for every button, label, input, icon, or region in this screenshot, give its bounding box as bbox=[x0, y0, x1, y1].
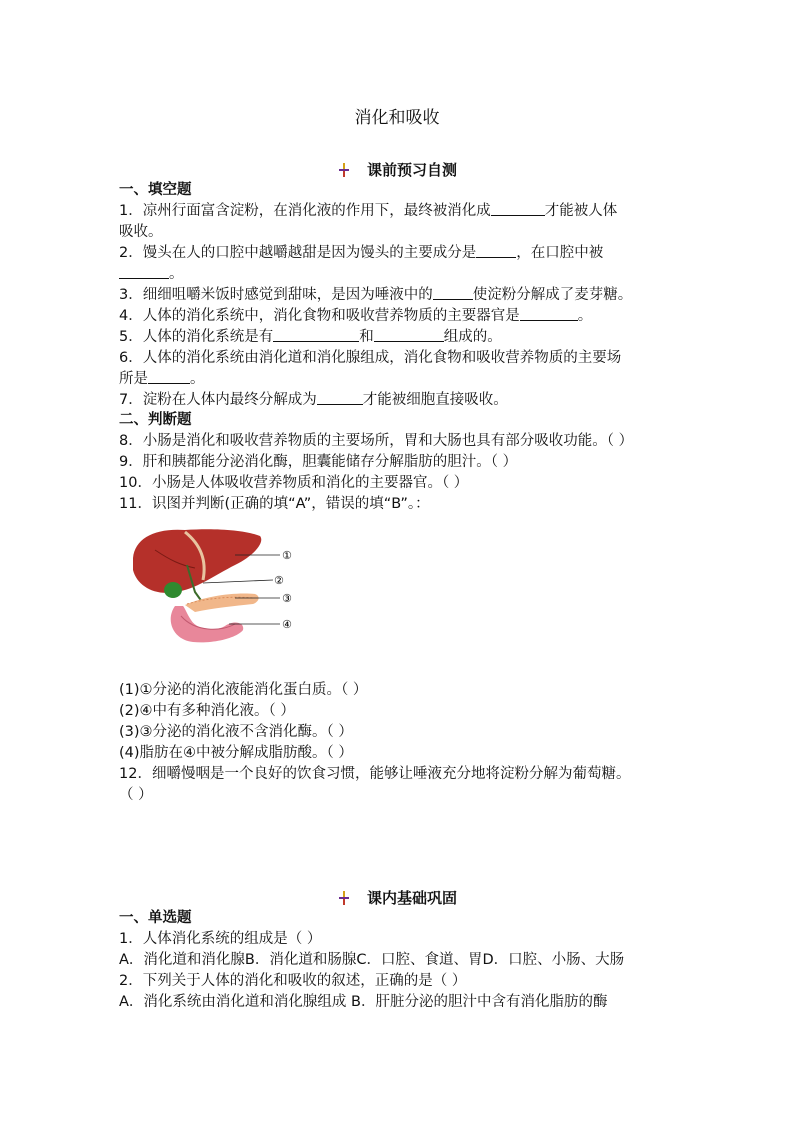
question-8: 8．小肠是消化和吸收营养物质的主要场所，胃和大肠也具有部分吸收功能。（ ） bbox=[119, 433, 634, 449]
answer-blank[interactable] bbox=[148, 369, 190, 384]
answer-blank[interactable] bbox=[433, 285, 473, 300]
answer-blank[interactable] bbox=[317, 390, 363, 405]
question-10: 10．小肠是人体吸收营养物质和消化的主要器官。（ ） bbox=[119, 475, 469, 491]
section-heading-basic bbox=[0, 888, 794, 908]
diagram-label-1: ① bbox=[282, 549, 292, 562]
question-1-cont: 吸收。 bbox=[119, 224, 163, 240]
question-2-cont: 。 bbox=[119, 264, 184, 284]
answer-blank[interactable] bbox=[491, 201, 545, 216]
diagram-label-3: ③ bbox=[282, 592, 292, 605]
part-heading-fill: 一、填空题 bbox=[119, 182, 192, 198]
pushpin-icon bbox=[337, 891, 351, 905]
question-2: 2．馒头在人的口腔中越嚼越甜是因为馒头的主要成分是 ，在口腔中被 bbox=[119, 245, 604, 261]
answer-blank[interactable] bbox=[476, 243, 516, 258]
sub-question-1: (1)①分泌的消化液能消化蛋白质。（ ） bbox=[119, 682, 368, 698]
question-7: 7．淀粉在人体内最终分解成为 才能被细胞直接吸收。 bbox=[119, 392, 508, 408]
page-title: 消化和吸收 bbox=[354, 108, 440, 128]
mc-question-1: 1．人体消化系统的组成是（ ） bbox=[119, 931, 322, 947]
mc-question-2: 2．下列关于人体的消化和吸收的叙述，正确的是（ ） bbox=[119, 973, 467, 989]
question-4: 4．人体的消化系统中，消化食物和吸收营养物质的主要器官是 。 bbox=[119, 308, 593, 324]
mc-question-1-options: A．消化道和消化腺B．消化道和肠腺C．口腔、食道、胃D．口腔、小肠、大肠 bbox=[119, 952, 625, 968]
question-12-cont: （ ） bbox=[119, 787, 153, 803]
digestive-organs-diagram bbox=[125, 520, 305, 650]
section-heading-text: 课前预习自测 bbox=[366, 161, 457, 179]
sub-question-2: (2)④中有多种消化液。（ ） bbox=[119, 703, 295, 719]
question-9: 9．肝和胰都能分泌消化酶，胆囊能储存分解脂肪的胆汁。（ ） bbox=[119, 454, 518, 470]
sub-question-3: (3)③分泌的消化液不含消化酶。（ ） bbox=[119, 724, 353, 740]
answer-blank[interactable] bbox=[520, 306, 578, 321]
answer-blank[interactable] bbox=[374, 327, 444, 342]
sub-question-4: (4)脂肪在④中被分解成脂肪酸。（ ） bbox=[119, 745, 353, 761]
question-3: 3．细细咀嚼米饭时感觉到甜味，是因为唾液中的 使淀粉分解成了麦芽糖。 bbox=[119, 287, 633, 303]
part-heading-single-choice: 一、单选题 bbox=[119, 910, 192, 926]
answer-blank[interactable] bbox=[119, 264, 169, 279]
part-heading-judge: 二、判断题 bbox=[119, 412, 192, 428]
question-12: 12．细嚼慢咽是一个良好的饮食习惯，能够让唾液充分地将淀粉分解为葡萄糖。 bbox=[119, 766, 631, 782]
mc-question-2-options: A．消化系统由消化道和消化腺组成 B．肝脏分泌的胆汁中含有消化脂肪的酶 bbox=[119, 994, 608, 1010]
question-1: 1．凉州行面富含淀粉，在消化液的作用下，最终被消化成 才能被人体 bbox=[119, 203, 618, 219]
diagram-label-4: ④ bbox=[282, 618, 292, 631]
question-11: 11．识图并判断(正确的填“A”，错误的填“B”。： bbox=[119, 496, 430, 512]
question-5: 5．人体的消化系统是有 和 组成的。 bbox=[119, 329, 502, 345]
question-6-cont: 所是 。 bbox=[119, 371, 205, 387]
section-heading-text: 课内基础巩固 bbox=[366, 889, 457, 907]
section-heading-preview bbox=[0, 160, 794, 180]
diagram-label-2: ② bbox=[274, 574, 284, 587]
pushpin-icon bbox=[337, 163, 351, 177]
question-6: 6．人体的消化系统由消化道和消化腺组成，消化食物和吸收营养物质的主要场 bbox=[119, 350, 622, 366]
answer-blank[interactable] bbox=[273, 327, 359, 342]
